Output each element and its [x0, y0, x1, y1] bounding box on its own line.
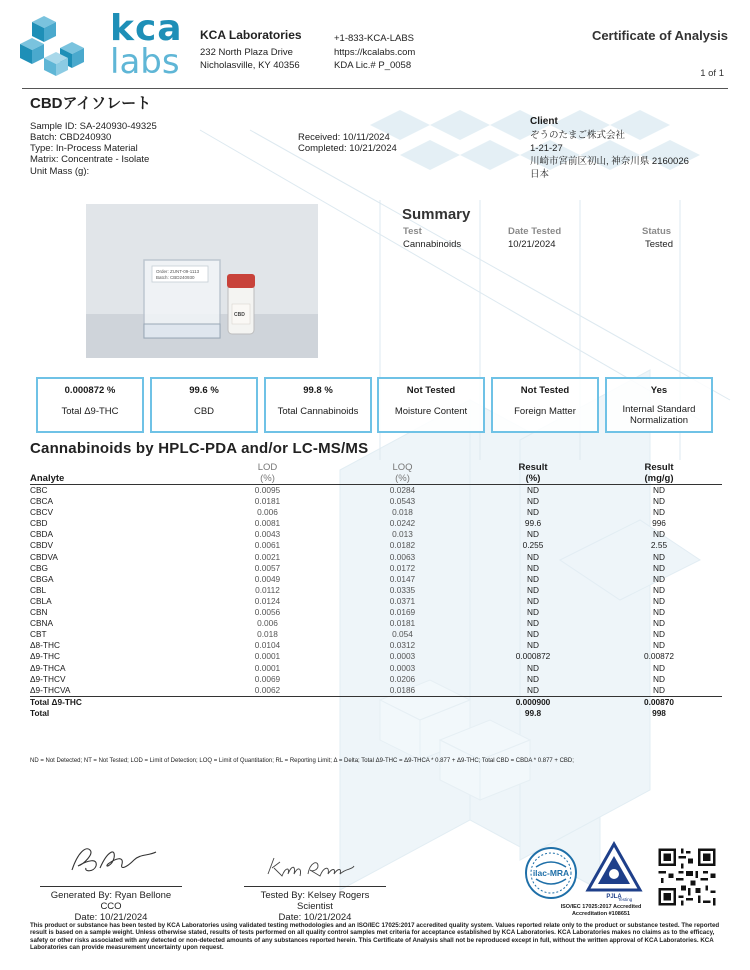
- table-row: [30, 674, 722, 685]
- abbreviation-footnote: ND = Not Detected; NT = Not Tested; LOD = Limit of Detection; LOQ = Limit of Quantitation; RL = Reporting Limit; Δ = Delta; Total Δ9-THC = Δ9-THCA * 0.877 + Δ9-THC; Total CBD = CBDA * 0.877 + CBD;: [30, 758, 574, 764]
- qr-code-icon[interactable]: [656, 846, 718, 908]
- loq-cell: 0.0003: [389, 662, 416, 673]
- result-mg-cell: ND: [653, 507, 665, 518]
- lod-cell: 0.0112: [255, 584, 280, 595]
- lod-cell: 0.0062: [254, 684, 281, 695]
- lod-cell: 0.0001: [254, 662, 281, 673]
- photo-bag-label-line1: Order: ZUNT-09-1113: [156, 269, 200, 274]
- result-pct-cell: ND: [527, 584, 539, 595]
- result-pct-cell: ND: [527, 629, 539, 640]
- result-mg-cell: ND: [653, 618, 665, 629]
- result-box-total-d9thc: [36, 377, 144, 433]
- result-pct-cell: 0.000900: [515, 696, 551, 707]
- col-analyte-label: Analyte: [30, 473, 65, 484]
- table-row: [30, 529, 722, 540]
- loq-cell: 0.0172: [389, 562, 416, 573]
- col-result-mg-unit: (mg/g): [644, 473, 674, 484]
- result-mg-cell: ND: [653, 607, 665, 618]
- result-pct-cell: 99.6: [524, 518, 542, 529]
- client-address-line1: 1-21-27: [530, 143, 563, 154]
- result-pct-cell: ND: [527, 507, 539, 518]
- page-number: 1 of 1: [700, 68, 724, 79]
- table-row: [30, 574, 722, 585]
- loq-cell: 0.013: [392, 529, 413, 540]
- result-pct-cell: ND: [527, 485, 539, 495]
- lod-cell: 0.0056: [254, 607, 281, 618]
- result-pct-cell: ND: [527, 662, 539, 673]
- result-mg-cell: ND: [653, 629, 665, 640]
- loq-cell: 0.0169: [389, 607, 416, 618]
- pjla-sub-text: Testing: [618, 897, 633, 902]
- sample-photo: [86, 204, 318, 358]
- analyte-cell: CBG: [30, 562, 48, 573]
- lod-cell: 0.0043: [254, 529, 281, 540]
- col-analyte: [30, 462, 200, 485]
- generated-by: Generated By: Ryan Bellone: [50, 890, 172, 901]
- result-box-value: 0.000872 %: [64, 385, 116, 396]
- table-row: [30, 518, 722, 529]
- signature-kelsey-rogers: [262, 852, 358, 882]
- table-row: [30, 663, 722, 674]
- result-box-label: Internal Standard Normalization: [622, 404, 696, 426]
- result-pct-cell: 0.255: [522, 540, 544, 551]
- result-mg-cell: ND: [653, 595, 665, 606]
- loq-cell: 0.0242: [389, 518, 416, 529]
- analyte-cell: CBDVA: [30, 551, 58, 562]
- result-box-value: Yes: [650, 385, 668, 396]
- analyte-cell: CBLA: [30, 595, 52, 606]
- sample-type: Type: In-Process Material: [30, 143, 138, 154]
- loq-cell: 0.0312: [389, 640, 416, 651]
- table-row: [30, 685, 722, 697]
- loq-cell: 0.0371: [389, 595, 416, 606]
- table-body: [30, 485, 722, 719]
- result-mg-cell: ND: [653, 529, 665, 540]
- lod-cell: 0.0049: [254, 573, 281, 584]
- tested-title: Scientist: [297, 901, 333, 912]
- analyte-cell: CBT: [30, 629, 47, 640]
- result-pct-cell: 0.000872: [515, 651, 551, 662]
- lod-cell: 0.0095: [254, 485, 281, 495]
- sample-batch: Batch: CBD240930: [30, 132, 112, 143]
- generated-title: CCO: [100, 901, 122, 912]
- loq-cell: 0.018: [392, 507, 413, 518]
- table-row: [30, 585, 722, 596]
- analyte-cell: Δ9-THCVA: [30, 684, 71, 695]
- loq-cell: 0.0181: [389, 618, 416, 629]
- sample-photo-illustration: [86, 204, 318, 358]
- sample-name: CBDアイソレート: [30, 95, 152, 112]
- photo-vial-label: CBD: [234, 312, 245, 318]
- photo-bag-label-line2: Batch: CBD240930: [156, 275, 195, 280]
- result-box-value: Not Tested: [520, 385, 570, 396]
- loq-cell: 0.0147: [389, 573, 416, 584]
- lab-website: https://kcalabs.com: [334, 47, 416, 58]
- table-row: [30, 563, 722, 574]
- table-row: [30, 640, 722, 651]
- tested-date: Date: 10/21/2024: [278, 912, 352, 923]
- analyte-cell: CBC: [30, 485, 48, 495]
- table-row: [30, 485, 722, 497]
- table-row: [30, 540, 722, 551]
- header-divider: [22, 88, 728, 89]
- ilac-mra-text: ilac-MRA: [532, 868, 570, 878]
- result-pct-cell: ND: [527, 573, 539, 584]
- result-box-internal-standard: [605, 377, 713, 433]
- result-mg-cell: 0.00870: [644, 696, 674, 707]
- result-pct-cell: ND: [527, 684, 539, 695]
- pjla-text: PJLA: [606, 894, 622, 900]
- loq-cell: 0.0335: [389, 584, 416, 595]
- result-mg-cell: ND: [653, 485, 665, 495]
- lod-cell: 0.0069: [254, 673, 281, 684]
- summary-status-value: Tested: [645, 239, 673, 250]
- result-mg-cell: 2.55: [650, 540, 668, 551]
- logo-wordmark-labs: labs: [110, 42, 180, 82]
- loq-cell: [335, 696, 470, 708]
- legal-disclaimer: This product or substance has been tested by KCA Laboratories using validated testing methodologies and an ISO/IEC 17025:2017 accredited quality system. Values reported relate only to the product or substance tested. The reported result is based on a sample weight. Unless otherwise stated, results of tests performed on all quality control samples met criteria for acceptance established by KCA Laboratories. KCA Laboratories makes no claims as to the efficacy, safety or other risks associated with any detected or non-detected amounts of any substances reported herein. This Certificate of Analysis shall not be reproduced except in full, without the written approval of KCA Laboratories. KCA Laboratories can provide measurement uncertainty upon request.: [30, 922, 720, 951]
- col-loq: [335, 462, 470, 485]
- col-result-mg: [596, 462, 722, 485]
- sample-matrix: Matrix: Concentrate - Isolate: [30, 154, 150, 165]
- lod-cell: [200, 696, 335, 708]
- col-lod-label: LOD: [257, 462, 278, 473]
- pjla-logo-icon: [584, 840, 644, 902]
- table-total-row: [30, 708, 722, 719]
- table-row: [30, 496, 722, 507]
- result-pct-cell: ND: [527, 551, 539, 562]
- result-mg-cell: ND: [653, 584, 665, 595]
- result-box-value: 99.8 %: [303, 385, 333, 396]
- lod-cell: 0.0081: [254, 518, 281, 529]
- result-mg-cell: ND: [653, 573, 665, 584]
- lod-cell: 0.0124: [254, 595, 281, 606]
- result-box-label: CBD: [193, 406, 215, 417]
- analyte-cell: CBGA: [30, 573, 54, 584]
- result-mg-cell: ND: [653, 562, 665, 573]
- summary-heading: Summary: [402, 206, 471, 223]
- result-box-value: Not Tested: [406, 385, 456, 396]
- loq-cell: 0.0063: [389, 551, 416, 562]
- result-mg-cell: ND: [653, 551, 665, 562]
- completed-date: Completed: 10/21/2024: [298, 143, 397, 154]
- table-header-row: [30, 462, 722, 485]
- ilac-mra-logo-icon: [524, 845, 578, 905]
- loq-cell: 0.0543: [389, 496, 416, 507]
- analyte-cell: Total: [30, 707, 50, 718]
- analyte-cell: CBL: [30, 584, 47, 595]
- result-pct-cell: ND: [527, 595, 539, 606]
- document-title: Certificate of Analysis: [591, 28, 728, 43]
- sample-unit-mass: Unit Mass (g):: [30, 166, 90, 177]
- result-box-moisture: [377, 377, 485, 433]
- lod-cell: 0.0181: [254, 496, 281, 507]
- loq-cell: 0.054: [392, 629, 413, 640]
- loq-cell: 0.0186: [389, 684, 416, 695]
- result-box-label: Total Cannabinoids: [277, 406, 359, 417]
- lod-cell: 0.0057: [254, 562, 281, 573]
- analyte-cell: CBCA: [30, 496, 54, 507]
- col-lod: [200, 462, 335, 485]
- result-pct-cell: ND: [527, 607, 539, 618]
- result-pct-cell: ND: [527, 618, 539, 629]
- col-result-mg-label: Result: [644, 462, 674, 473]
- table-row: [30, 618, 722, 629]
- analyte-cell: CBNA: [30, 618, 54, 629]
- table-row: [30, 552, 722, 563]
- loq-cell: 0.0182: [389, 540, 416, 551]
- result-box-label: Foreign Matter: [514, 406, 576, 417]
- result-mg-cell: ND: [653, 640, 665, 651]
- result-mg-cell: ND: [653, 684, 665, 695]
- lod-cell: 0.0001: [254, 651, 281, 662]
- table-row: [30, 651, 722, 662]
- generated-date: Date: 10/21/2024: [74, 912, 148, 923]
- received-date: Received: 10/11/2024: [298, 132, 390, 143]
- table-total-row: [30, 696, 722, 708]
- lab-address-line2: Nicholasville, KY 40356: [200, 60, 300, 71]
- result-box-cbd: [150, 377, 258, 433]
- loq-cell: 0.0284: [389, 485, 416, 495]
- lod-cell: 0.0061: [254, 540, 281, 551]
- result-pct-cell: ND: [527, 529, 539, 540]
- tested-by: Tested By: Kelsey Rogers: [260, 890, 370, 901]
- lod-cell: [200, 708, 335, 719]
- table-row: [30, 629, 722, 640]
- result-mg-cell: 998: [652, 707, 666, 718]
- result-mg-cell: ND: [653, 496, 665, 507]
- analyte-cell: Δ9-THC: [30, 651, 60, 662]
- analyte-cell: CBD: [30, 518, 48, 529]
- cannabinoids-table: [30, 462, 722, 719]
- col-loq-label: LOQ: [392, 462, 413, 473]
- signature-line-generated: [40, 886, 182, 887]
- summary-col-test: Test: [403, 226, 422, 237]
- client-name: ぞうのたまご株式会社: [530, 130, 626, 141]
- loq-cell: 0.0206: [389, 673, 416, 684]
- col-result-pct-label: Result: [518, 462, 548, 473]
- table-row: [30, 607, 722, 618]
- analyte-cell: CBN: [30, 607, 48, 618]
- logo-wordmark-kca: kca: [110, 8, 183, 49]
- cannabinoids-section-title: Cannabinoids by HPLC-PDA and/or LC-MS/MS: [30, 440, 369, 457]
- accreditation-number: Accreditation #108651: [571, 911, 631, 917]
- client-address-line2: 川崎市宮前区初山, 神奈川県 2160026: [530, 156, 689, 167]
- client-heading: Client: [530, 116, 558, 127]
- analyte-cell: CBCV: [30, 507, 54, 518]
- iso-accreditation-line: ISO/IEC 17025:2017 Accredited: [560, 904, 642, 910]
- loq-cell: [335, 708, 470, 719]
- summary-test-value: Cannabinoids: [403, 239, 462, 250]
- table-row: [30, 507, 722, 518]
- analyte-cell: CBDA: [30, 529, 54, 540]
- lod-cell: 0.0104: [254, 640, 281, 651]
- kca-logo-icon: [18, 16, 100, 78]
- analyte-cell: Total Δ9-THC: [30, 696, 82, 707]
- summary-date-value: 10/21/2024: [508, 239, 556, 250]
- analyte-cell: Δ9-THCA: [30, 662, 66, 673]
- lod-cell: 0.006: [257, 618, 278, 629]
- table-row: [30, 596, 722, 607]
- col-lod-unit: (%): [260, 473, 275, 484]
- col-result-pct: [470, 462, 596, 485]
- lod-cell: 0.006: [257, 507, 278, 518]
- col-loq-unit: (%): [395, 473, 410, 484]
- lab-phone: +1-833-KCA-LABS: [334, 33, 414, 44]
- result-box-total-cannabinoids: [264, 377, 372, 433]
- analyte-cell: CBDV: [30, 540, 54, 551]
- result-box-value: 99.6 %: [189, 385, 219, 396]
- analyte-cell: Δ9-THCV: [30, 673, 66, 684]
- lab-license: KDA Lic.# P_0058: [334, 60, 412, 71]
- result-pct-cell: ND: [527, 640, 539, 651]
- loq-cell: 0.0003: [389, 651, 416, 662]
- result-box-label: Total Δ9-THC: [61, 406, 119, 417]
- result-pct-cell: 99.8: [524, 707, 542, 718]
- signature-line-tested: [244, 886, 386, 887]
- col-result-pct-unit: (%): [525, 473, 541, 484]
- sample-id: Sample ID: SA-240930-49325: [30, 121, 157, 132]
- signature-ryan-bellone: [64, 842, 160, 878]
- result-mg-cell: ND: [653, 673, 665, 684]
- lab-name: KCA Laboratories: [200, 28, 302, 42]
- result-pct-cell: ND: [527, 496, 539, 507]
- result-pct-cell: ND: [527, 673, 539, 684]
- summary-col-status: Status: [642, 226, 672, 237]
- lab-address-line1: 232 North Plaza Drive: [200, 47, 293, 58]
- summary-col-date: Date Tested: [508, 226, 562, 237]
- result-mg-cell: 996: [652, 518, 666, 529]
- result-pct-cell: ND: [527, 562, 539, 573]
- client-address-line3: 日本: [530, 169, 550, 180]
- lod-cell: 0.018: [257, 629, 278, 640]
- result-box-label: Moisture Content: [394, 406, 468, 417]
- result-box-foreign-matter: [491, 377, 599, 433]
- result-mg-cell: 0.00872: [644, 651, 674, 662]
- result-mg-cell: ND: [653, 662, 665, 673]
- analyte-cell: Δ8-THC: [30, 640, 60, 651]
- lod-cell: 0.0021: [254, 551, 281, 562]
